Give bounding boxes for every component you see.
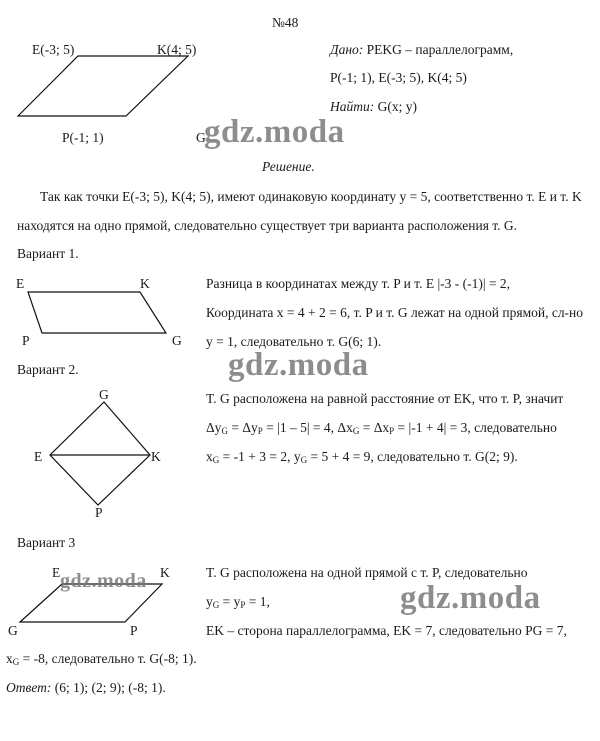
main-label-p: P(-1; 1): [62, 130, 104, 145]
variant1-parallelogram: [28, 292, 166, 333]
watermark: gdz.moda: [400, 580, 541, 616]
main-label-g: G: [196, 130, 206, 145]
variant1-label-e: E: [16, 276, 25, 291]
watermark: gdz.moda: [60, 570, 147, 592]
answer-label: Ответ:: [6, 680, 52, 695]
intro-line2: находятся на одно прямой, следовательно существует три варианта расположения т. G.: [17, 218, 518, 233]
variant2-label-p: P: [95, 505, 103, 520]
main-parallelogram: [18, 56, 188, 116]
variant1-line3: y = 1, следовательно т. G(6; 1).: [206, 334, 382, 349]
variant2-label-g: G: [99, 387, 109, 402]
answer-value: (6; 1); (2; 9); (-8; 1).: [51, 680, 166, 695]
variant2-line1: T. G расположена на равной расстояние от EK, что т. P, значит: [206, 391, 564, 406]
variant2-title: Вариант 2.: [17, 362, 79, 377]
variant3-line3: EK – сторона параллелограмма, EK = 7, следовательно PG = 7,: [206, 623, 567, 638]
variant1-label-g: G: [172, 333, 182, 348]
variant3-label-p: P: [130, 623, 138, 638]
solution-title: Решение.: [262, 159, 315, 174]
given-label: Дано:: [330, 42, 364, 57]
variant3-label-e: E: [52, 565, 61, 580]
variant1-line2: Координата x = 4 + 2 = 6, т. P и т. G лежат на одной прямой, сл-но: [206, 305, 584, 320]
variant2-rhombus: [50, 402, 150, 505]
variant1-title: Вариант 1.: [17, 246, 79, 261]
main-label-k: K(4; 5): [157, 42, 197, 57]
variant3-line4: $x_G = -8$, следовательно т. G(-8; 1).: [6, 651, 197, 667]
watermark: gdz.moda: [228, 347, 369, 383]
variant3-label-k: K: [160, 565, 170, 580]
variant1-line1: Разница в координатах между т. P и т. E |-3 - (-1)| = 2,: [206, 276, 511, 291]
variant3-line2: $y_G = y_P = 1$,: [206, 594, 270, 610]
variant2-label-e: E: [34, 449, 43, 464]
answer-line: [6, 681, 166, 695]
variant2-line3: $x_G = -1 + 3 = 2$, $y_G = 5 + 4 = 9$, следовательно т. G(2; 9).: [206, 449, 518, 465]
variant3-line1: T. G расположена на одной прямой с т. P, следовательно: [206, 565, 528, 580]
intro-line1: Так как точки E(-3; 5), K(4; 5), имеют одинаковую координату y = 5, соответственно т. E и т. K: [40, 189, 582, 204]
variant1-label-k: K: [140, 276, 150, 291]
variant3-title: Вариант 3: [17, 535, 76, 550]
find-label: Найти:: [330, 99, 375, 114]
variant3-label-g: G: [8, 623, 18, 638]
variant1-label-p: P: [22, 333, 30, 348]
watermark: gdz.moda: [204, 114, 345, 150]
find-line: [330, 100, 417, 114]
variant2-label-k: K: [151, 449, 161, 464]
given-line1: [330, 43, 513, 57]
find-value: G(x; y): [377, 99, 417, 114]
main-label-e: E(-3; 5): [32, 42, 75, 57]
given-text: PEKG – параллелограмм,: [366, 42, 514, 57]
given-line2: P(-1; 1), E(-3; 5), K(4; 5): [330, 70, 467, 85]
problem-number: №48: [272, 15, 299, 30]
variant2-line2: $\Delta y_G = \Delta y_P = |1 - 5| = 4$, $\Delta x_G = \Delta x_P = |-1 + 4| = 3$, следовательно: [206, 420, 557, 436]
